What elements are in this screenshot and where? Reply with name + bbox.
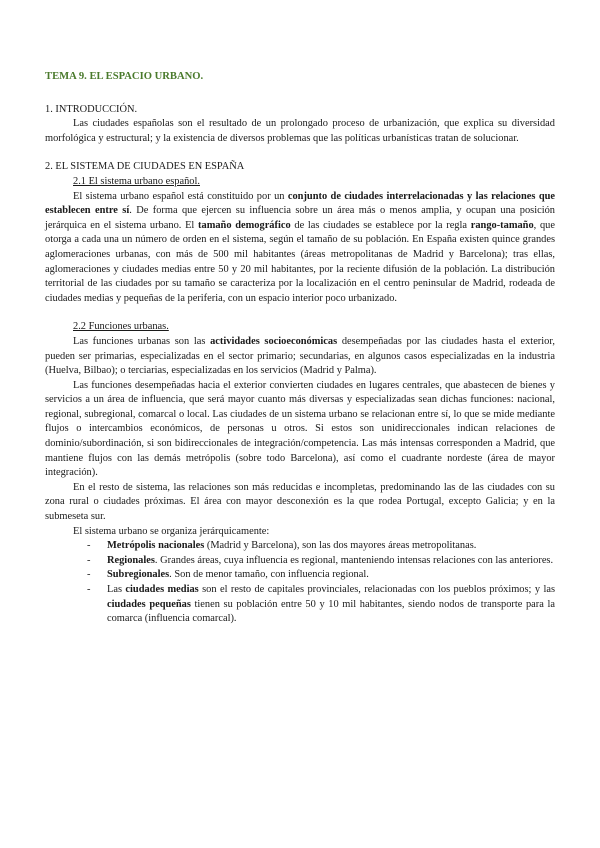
- intro-paragraph: Las ciudades españolas son el resultado de un prolongado proceso de urbanización, que explica su diversidad morfológica y estructural; y la existencia de diversos problemas que las políticas urbanísticas tratan de solucionar.: [45, 118, 555, 144]
- section-heading-introduccion: 1. INTRODUCCIÓN.: [45, 103, 138, 115]
- sistema-urbano-paragraph: El sistema urbano español está constituido por un conjunto de ciudades interrelacionadas y las relaciones que establecen entre sí. De forma que ejercen su influencia sobre un área más o menos amplia, y ocupan una posición jerárquica en el sistema urbano. El tamaño demográfico de las ciudades se establece por la regla rango-tamaño, que otorga a cada una un número de orden en el sistema, según el tamaño de su población. En España existen quince grandes aglomeraciones urbanas, con más de 500 mil habitantes (áreas metropolitanas de Madrid y Barcelona); tras ellas, aglomeraciones y ciudades medias entre 50 y 20 mil habitantes, por la reciente difusión de la población. La distribución territorial de las ciudades por su tamaño se caracteriza por la localización en el centro peninsular de Madrid, rodeada de ciudades medias y pequeñas de la periferia, con un espacio interior poco urbanizado.: [45, 190, 556, 304]
- subsection-heading-sistema-urbano: 2.1 El sistema urbano español.: [73, 175, 200, 187]
- bold-term: actividades socioeconómicas: [210, 335, 338, 347]
- jerarquia-list: [45, 539, 555, 627]
- list-item: - Las ciudades medias son el resto de capitales provinciales, relacionadas con los pueblos próximos; y las ciudades pequeñas tienen su población entre 50 y 10 mil habitantes, siendo nodos de transporte para la comarca (influencia comarcal).: [87, 584, 555, 625]
- list-item: - Metrópolis nacionales (Madrid y Barcelona), son las dos mayores áreas metropolitanas.: [107, 539, 555, 554]
- section-heading-sistema-ciudades: 2. EL SISTEMA DE CIUDADES EN ESPAÑA: [45, 161, 245, 173]
- funciones-paragraph-4: El sistema urbano se organiza jerárquicamente:: [73, 525, 270, 537]
- subsection-heading-funciones-urbanas: 2.2 Funciones urbanas.: [73, 321, 169, 333]
- bold-term: conjunto de ciudades interrelacionadas y las relaciones que establecen entre sí: [45, 190, 555, 217]
- document-title: TEMA 9. EL ESPACIO URBANO.: [45, 71, 204, 82]
- list-dash: -: [87, 584, 91, 595]
- bold-term: rango-tamaño: [470, 219, 534, 231]
- list-dash: -: [87, 540, 91, 552]
- list-item: - Subregionales. Son de menor tamaño, con influencia regional.: [107, 568, 555, 583]
- funciones-paragraph-1: Las funciones urbanas son las actividades socioeconómicas desempeñadas por las ciudades hasta el exterior, pueden ser primarias, especializadas en el sector primario; secundarias, en algunos casos especializadas en la industria (Huelva, Bilbao); o terciarias, especializadas en los servicios (Madrid y Palma).: [45, 335, 555, 377]
- bold-term: tamaño demográfico: [198, 219, 291, 231]
- list-dash: -: [87, 569, 91, 581]
- list-item: - Regionales. Grandes áreas, cuya influencia es regional, manteniendo intensas relaciones con las anteriores.: [107, 554, 555, 569]
- funciones-paragraph-2: Las funciones desempeñadas hacia el exterior convierten ciudades en lugares centrales, que abastecen de bienes y servicios a un área de influencia, que será mayor cuanto más diversas y especializadas sean dichas funciones: nacional, regional, subregional, comarcal o local. Las ciudades de un sistema urbano se relacionan entre sí, lo que se mide mediante flujos o intercambios económicos, de personas u otros. Si estos son unidireccionales indican relaciones de dominio/subordinación, si son bidireccionales de integración/competencia. Las más intensas corresponden a Madrid, que mantiene flujos con las demás metrópolis (sobre todo Barcelona), así como el cuadrante nordeste (área de mayor integración).: [45, 379, 555, 479]
- funciones-paragraph-3: En el resto de sistema, las relaciones son más reducidas e incompletas, predominando las de las ciudades con su zona rural o ciudades próximas. El área con mayor desconexión es la que rodea Portugal, excepto Galicia; y en la submeseta sur.: [45, 481, 555, 523]
- list-dash: -: [87, 554, 91, 566]
